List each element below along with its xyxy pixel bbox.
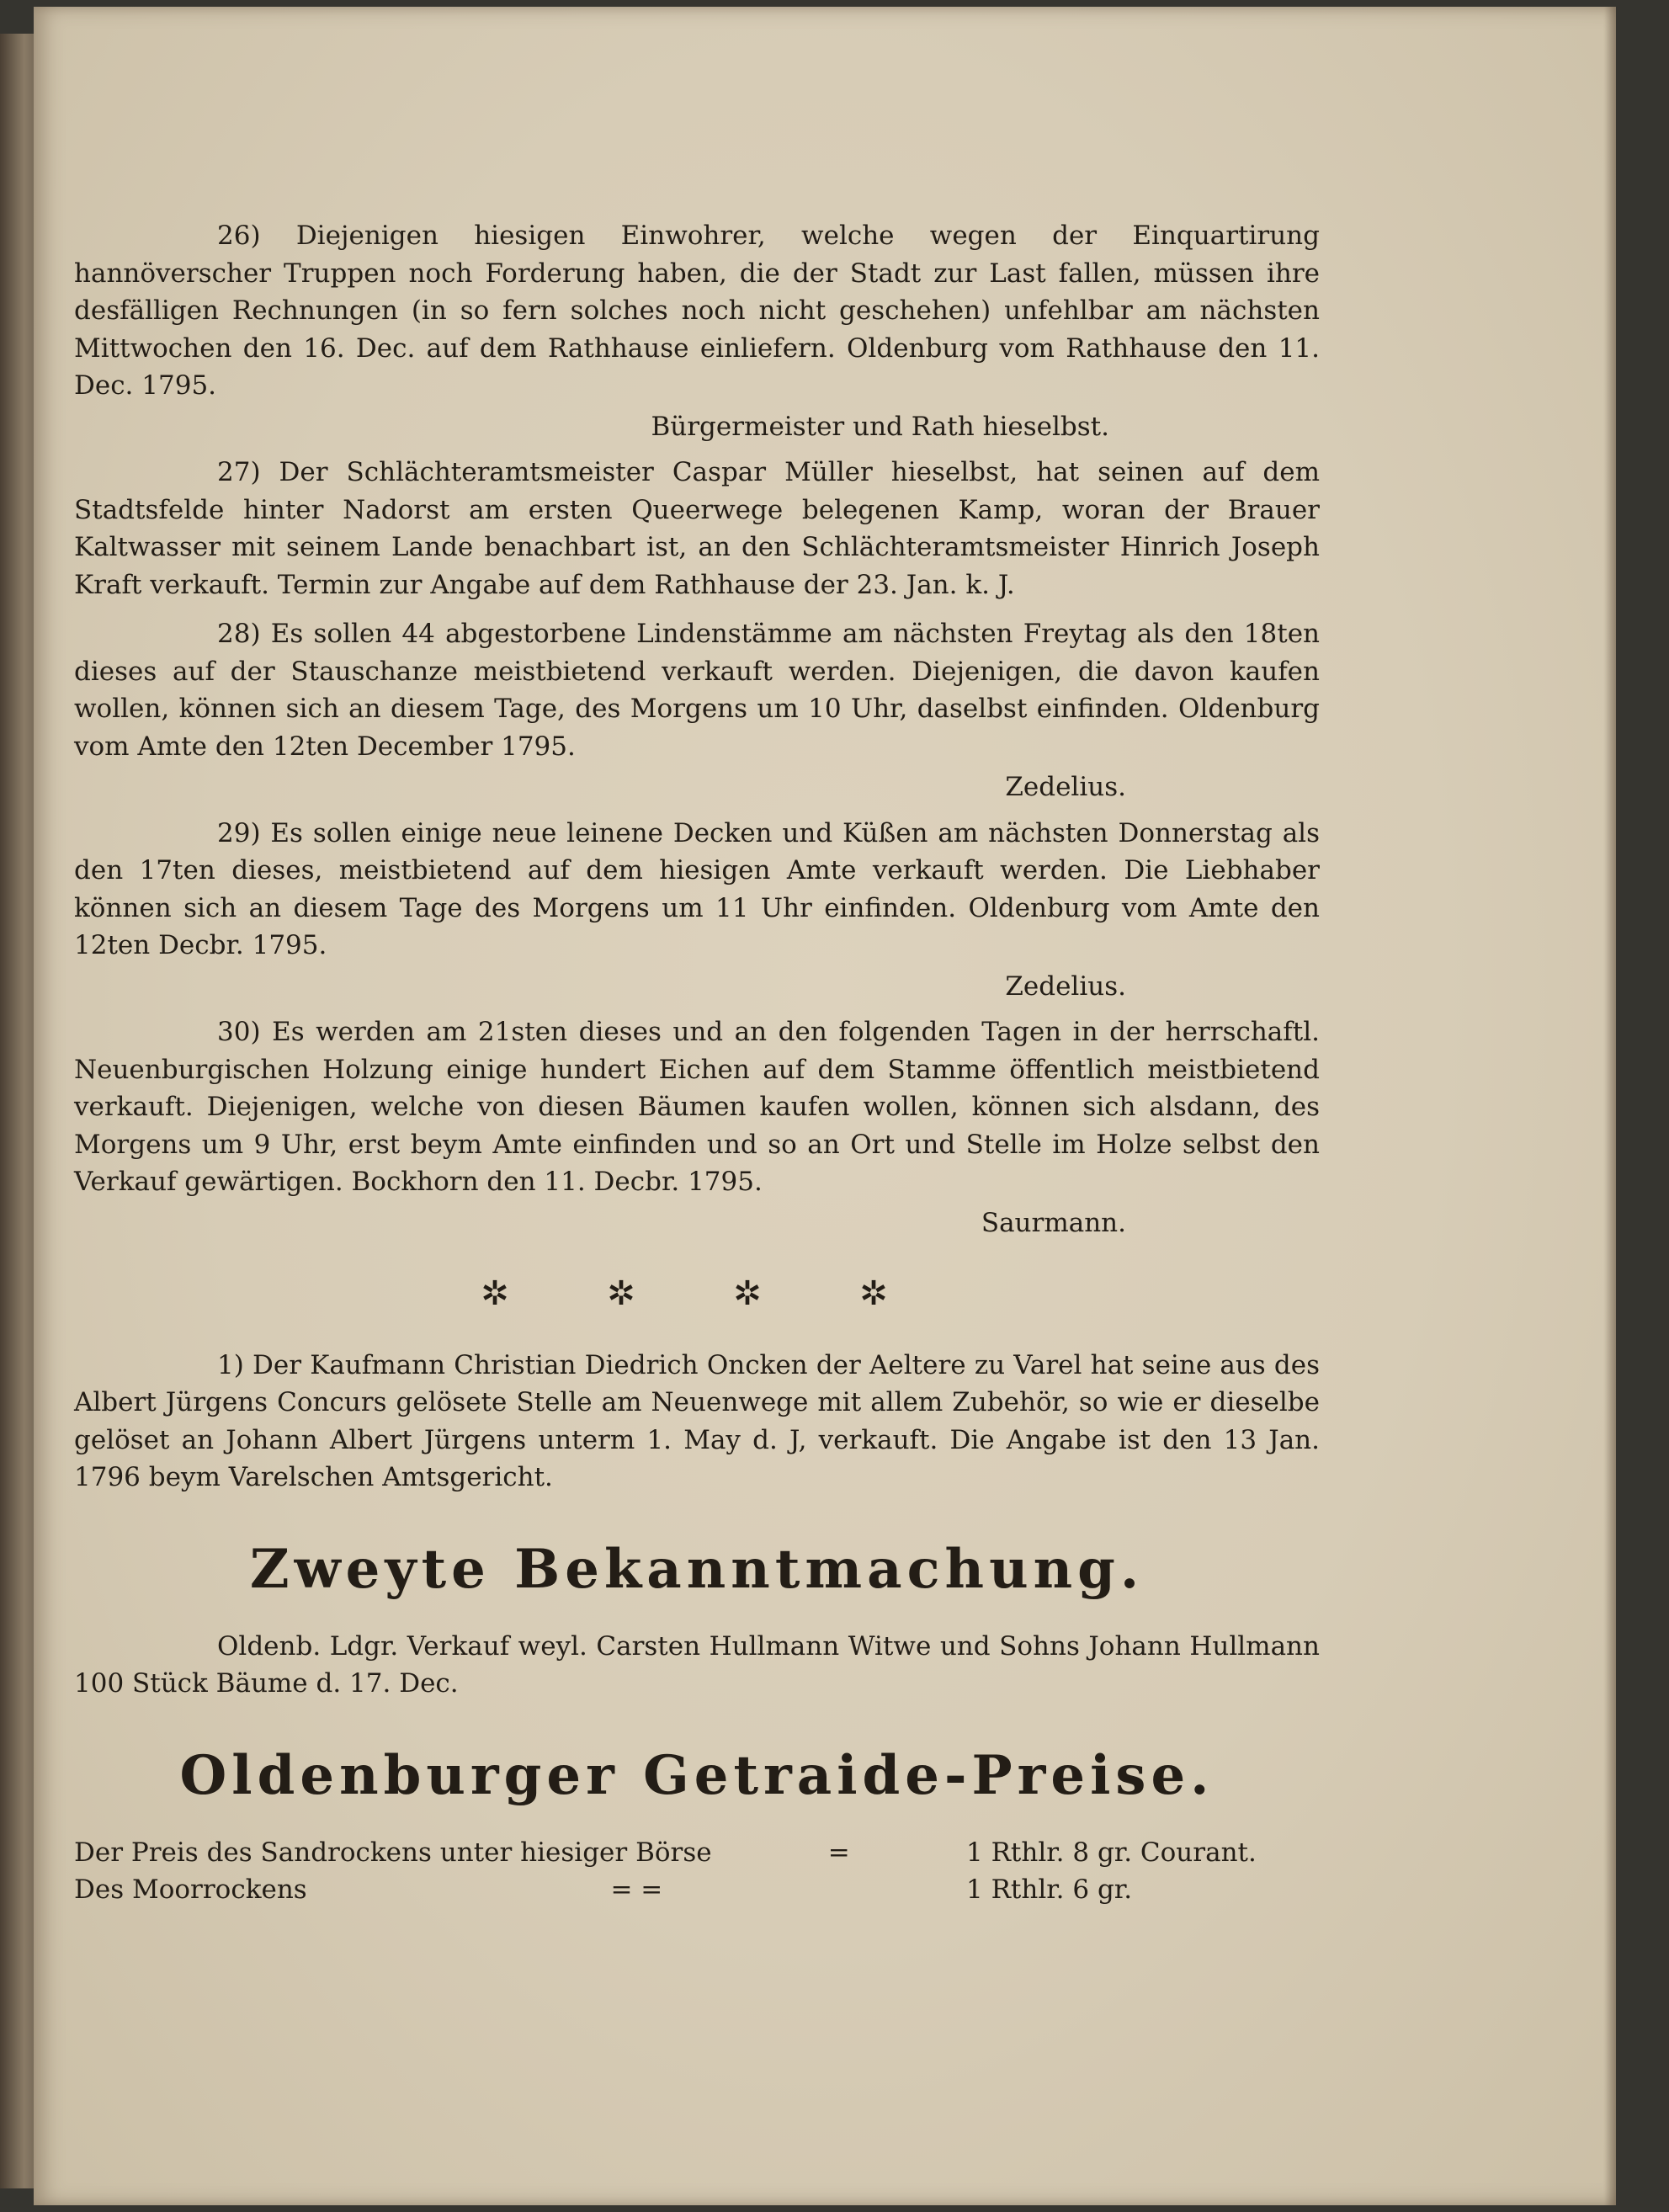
price-value: 1 Rthlr. 8 gr. Courant. — [966, 1837, 1257, 1868]
notice-30-signature: Saurmann. — [981, 1207, 1126, 1238]
notice-26: 26) Diejenigen hiesigen Einwohrer, welche wegen der Einquartirung hannöverscher Truppen noch Forderung haben, die der Stadt zur Last fallen, müssen ihre desfälligen Rechnungen (in so fern solches noch nicht geschehen) unfehlbar am nächsten Mittwochen den 16. Dec. auf dem Rathhause einliefern. Oldenburg vom Rathhause den 11. Dec. 1795. — [74, 221, 1320, 401]
ornament-icon: ✲ — [481, 1274, 509, 1313]
notice-26-signature: Bürgermeister und Rath hieselbst. — [651, 411, 1109, 442]
ornament-row — [74, 1275, 1320, 1313]
grain-prices-heading: Oldenburger Getraide-Preise. — [179, 1743, 1215, 1807]
notice-28-signature: Zedelius. — [1005, 772, 1126, 802]
price-row — [74, 1834, 1320, 1872]
ornament-icon: ✲ — [607, 1274, 635, 1313]
ornament-icon: ✲ — [859, 1274, 888, 1313]
page-text — [74, 217, 1320, 1909]
grain-prices-table — [74, 1834, 1320, 1909]
price-value: 1 Rthlr. 6 gr. — [966, 1874, 1133, 1905]
notice-28: 28) Es sollen 44 abgestorbene Lindenstämme am nächsten Freytag als den 18ten dieses auf der Stauschanze meistbietend verkauft werden. Diejenigen, die davon kaufen wollen, können sich an diesem Tage, des Morgens um 10 Uhr, daselbst einfinden. Oldenburg vom Amte den 12ten December 1795. — [74, 619, 1320, 762]
ornament-icon: ✲ — [733, 1274, 762, 1313]
varel-notice: 1) Der Kaufmann Christian Diedrich Oncken der Aeltere zu Varel hat seine aus des Albert Jürgens Concurs gelösete Stelle am Neuenwege mit allem Zubehör, so wie er dieselbe gelöset an Johann Albert Jürgens unterm 1. May d. J, verkauft. Die Angabe ist den 13 Jan. 1796 beym Varelschen Amtsgericht. — [74, 1349, 1320, 1492]
page-edge-shadow — [1604, 7, 1616, 2205]
price-label: Der Preis des Sandrockens unter hiesiger Börse — [74, 1837, 712, 1868]
second-announcement-heading: Zweyte Bekanntmachung. — [249, 1537, 1145, 1601]
second-announcement-notice: Oldenb. Ldgr. Verkauf weyl. Carsten Hullmann Witwe und Sohns Johann Hullmann 100 Stück Bäume d. 17. Dec. — [74, 1630, 1320, 1699]
notice-29-signature: Zedelius. — [1005, 970, 1126, 1002]
notice-27: 27) Der Schlächteramtsmeister Caspar Müller hieselbst, hat seinen auf dem Stadtsfelde hinter Nadorst am ersten Queerwege belegenen Kamp, woran der Brauer Kaltwasser mit seinem Lande benachbart ist, an den Schlächteramtsmeister Hinrich Joseph Kraft verkauft. Termin zur Angabe auf dem Rathhause der 23. Jan. k. J. — [74, 457, 1320, 600]
price-dots: = — [827, 1837, 850, 1868]
price-dots: = = — [610, 1874, 663, 1905]
price-label: Des Moorrockens — [74, 1874, 307, 1905]
notice-29: 29) Es sollen einige neue leinene Decken und Küßen am nächsten Donnerstag als den 17ten dieses, meistbietend auf dem hiesigen Amte verkauft werden. Die Liebhaber können sich an diesem Tage des Morgens um 11 Uhr einfinden. Oldenburg vom Amte den 12ten Decbr. 1795. — [74, 817, 1320, 960]
notice-30: 30) Es werden am 21sten dieses und an den folgenden Tagen in der herrschaftl. Neuenburgischen Holzung einige hundert Eichen auf dem Stamme öffentlich meistbietend verkauft. Diejenigen, welche von diesen Bäumen kaufen wollen, können sich alsdann, des Morgens um 9 Uhr, erst beym Amte einfinden und so an Ort und Stelle im Holze selbst den Verkauf gewärtigen. Bockhorn den 11. Decbr. 1795. — [74, 1017, 1320, 1197]
document-page — [34, 7, 1616, 2205]
price-row — [74, 1871, 1320, 1909]
